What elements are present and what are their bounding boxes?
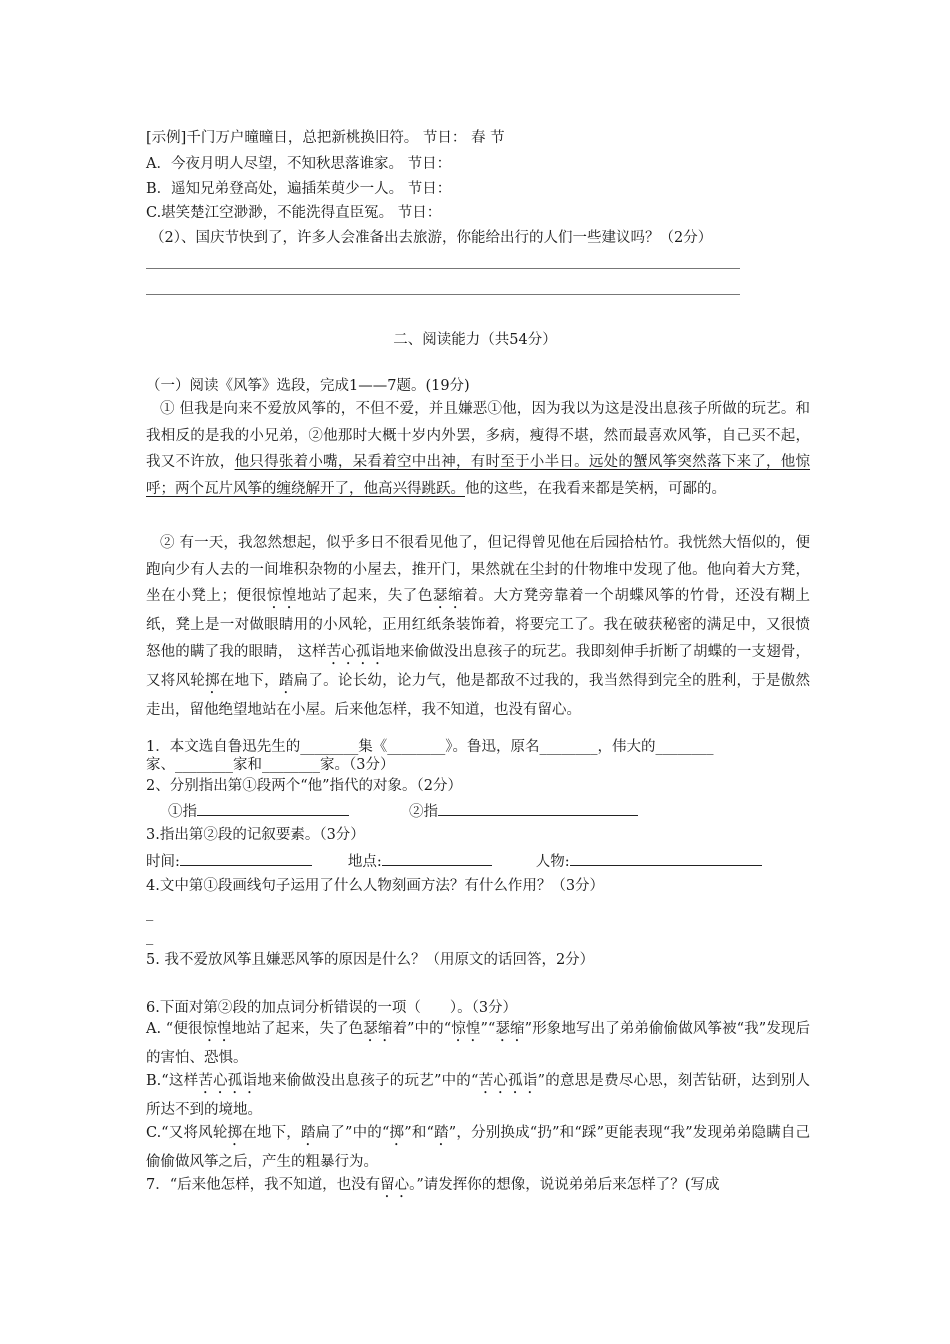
q6c-dotted-3: 掷 [389, 1125, 405, 1141]
q3-people-blank[interactable] [570, 851, 762, 866]
q6b-text-3: ”的意思是费尽心思，刻苦钻研，达到别人所达不到的境地。 [146, 1073, 811, 1118]
q2-answer-b-label: ②指 [409, 804, 438, 820]
q6c-text-3: 扁了”中的“ [315, 1125, 390, 1141]
p2-dotted-kuxin: 苦心孤诣 [326, 644, 386, 661]
q7-dotted: 留心 [380, 1177, 410, 1193]
p2-text-a: ② 有一天，我忽然想起，似乎多日不很看见他了，但记得曾见他在后园拾枯竹。我恍然大悟似的，便跑向少有人去的一间堆积杂物的小屋去，推开门，果然就在尘封的什物堆中发现了他。他向着大方凳，坐在小凳上；便很 [146, 535, 810, 605]
q7-text-1: 7．“后来他怎样，我不知道，也没有 [146, 1177, 381, 1193]
q6a-text-3: 着”中的“ [392, 1021, 452, 1037]
section-title: 二、阅读能力（共54分） [393, 332, 557, 348]
p2-dotted-ta: 踏 [278, 673, 294, 690]
p2-text-f: 扁了。论长幼，论力气，他是都敌不过我的，我当然得到完全的胜利，于是傲然走出，留他绝望地站在小屋。后来他怎样，我不知道，也没有留心。 [146, 673, 811, 719]
p1-underlined-sentence: 他只得张着小嘴，呆看着空中出神，有时至于小半日。远处的蟹风筝突然落下来了，他惊呼；两个瓦片风筝的缠绕解开了，他高兴得跳跃。 [146, 454, 811, 498]
passage-paragraph-2 [146, 530, 810, 724]
question-5: 5. 我不爱放风筝且嫌恶风筝的原因是什么？（用原文的话回答，2分） [146, 952, 595, 968]
p2-text-c: 着。大方凳旁靠着一个胡蝶风筝的竹骨，还没有糊上纸，凳上是一对做眼睛用的小风轮，正用红纸条装饰着，将要完工了。我在破获秘密的满足中，又很愤怒他的瞒了我的眼睛， 这样 [146, 588, 811, 661]
q6c-dotted-4: 踏 [433, 1125, 449, 1141]
q6a-text-2: 地站了起来，失了色 [231, 1021, 364, 1037]
p2-text-b: 地站了起来，失了色 [297, 588, 434, 605]
q6c-dotted-2: 踏 [300, 1125, 316, 1141]
q6c-dotted-1: 掷 [227, 1125, 243, 1141]
q6-option-a [146, 1016, 810, 1072]
p1-text-a: ① 但我是向来不爱放风筝的，不但不爱，并且嫌恶①他，因为我以为这是没出息孩子所做的玩艺。和我相反的是我的小兄弟，②他那时大概十岁内外罢，多病，瘦得不堪，然而最喜欢风筝，自己买不起，我又不许放， [146, 401, 810, 471]
q6c-text-5: ”，分别换成“扔”和“踩”更能表现“我”发现弟弟隐瞒自己偷偷做风筝之后，产生的粗暴行为。 [146, 1125, 811, 1170]
question-1-cont: 家、________家和________家。（3分） [146, 757, 395, 773]
option-c: C.堪笑楚江空渺渺，不能洗得直臣冤。 节日： [146, 205, 442, 221]
passage-paragraph-1 [146, 396, 810, 503]
question-6: 6.下面对第②段的加点词分析错误的一项（ ）。（3分） [146, 1000, 518, 1016]
q3-time-blank[interactable] [180, 851, 312, 866]
q6c-text-2: 在地下， [242, 1125, 301, 1141]
q6a-dotted-3: 惊惶 [451, 1021, 481, 1037]
example-line: [示例]千门万户曈曈日，总把新桃换旧符。 节日： 春 节 [146, 130, 505, 146]
answer-line-1 [146, 268, 740, 269]
q6c-text-4: ”和“ [404, 1125, 434, 1141]
question-travel-advice: （2）、国庆节快到了，许多人会准备出去旅游，你能给出行的人们一些建议吗？（2分） [150, 230, 713, 246]
p2-dotted-jinghuang: 惊惶 [266, 588, 298, 605]
q6a-dotted-4: 瑟缩 [495, 1021, 525, 1037]
q6-option-c [146, 1120, 810, 1176]
q6a-dotted-1: 惊惶 [202, 1021, 232, 1037]
q6-option-b [146, 1068, 810, 1124]
q6a-text-4: ”“ [480, 1021, 496, 1037]
answer-line-2 [146, 294, 740, 295]
question-2-answers [168, 801, 638, 822]
q2-answer-a-blank[interactable] [197, 801, 349, 816]
q4-answer-dash-2: _ [146, 929, 154, 945]
option-b: B．遥知兄弟登高处，遍插茱萸少一人。 节日： [146, 181, 452, 197]
q6a-text-5: ”形象地写出了弟弟偷偷做风筝被“我”发现后的害怕、恐惧。 [146, 1021, 811, 1066]
question-4: 4.文中第①段画线句子运用了什么人物刻画方法？有什么作用？（3分） [146, 878, 605, 894]
option-a: A．今夜月明人尽望，不知秋思落谁家。 节日： [146, 156, 452, 172]
q6a-text-1: A. “便很 [146, 1021, 203, 1037]
q6c-text-1: C.“又将风轮 [146, 1125, 228, 1141]
q3-place-label: 地点: [347, 854, 382, 870]
q3-time-label: 时间: [146, 854, 180, 870]
question-2: 2、分别指出第①段两个“他”指代的对象。（2分） [146, 778, 463, 794]
question-3-answers [146, 851, 762, 872]
q2-answer-a-label: ①指 [168, 804, 197, 820]
p2-dotted-zhi: 掷 [205, 673, 220, 690]
question-3: 3.指出第②段的记叙要素。（3分） [146, 827, 365, 843]
q2-answer-b-blank[interactable] [438, 801, 638, 816]
q6b-text-2: 地来偷做没出息孩子的玩艺”中的“ [257, 1073, 479, 1089]
q6b-dotted-1: 苦心孤诣 [198, 1073, 258, 1089]
p2-text-e: 在地下， [219, 673, 279, 690]
q4-answer-dash-1: _ [146, 905, 154, 921]
q7-text-2: 。”请发挥你的想像，说说弟弟后来怎样了？(写成 [409, 1177, 720, 1193]
p2-text-d: 地来偷做没出息孩子的玩艺。我即刻伸手折断了胡蝶的一支翅骨，又将风轮 [146, 644, 811, 690]
q6a-dotted-2: 瑟缩 [363, 1021, 393, 1037]
q6b-dotted-2: 苦心孤诣 [478, 1073, 538, 1089]
q6b-text-1: B.“这样 [146, 1073, 199, 1089]
p1-text-b: 他的这些，在我看来都是笑柄，可鄙的。 [465, 481, 726, 498]
q3-place-blank[interactable] [382, 851, 492, 866]
question-1: 1．本文选自鲁迅先生的________集《________》。鲁迅，原名________，伟大的________ [146, 739, 714, 755]
question-7 [146, 1172, 810, 1201]
q3-people-label: 人物: [535, 854, 570, 870]
reading-intro: （一）阅读《风筝》选段，完成1——7题。(19分) [146, 378, 470, 394]
p2-dotted-sesuo: 瑟缩 [433, 588, 464, 605]
